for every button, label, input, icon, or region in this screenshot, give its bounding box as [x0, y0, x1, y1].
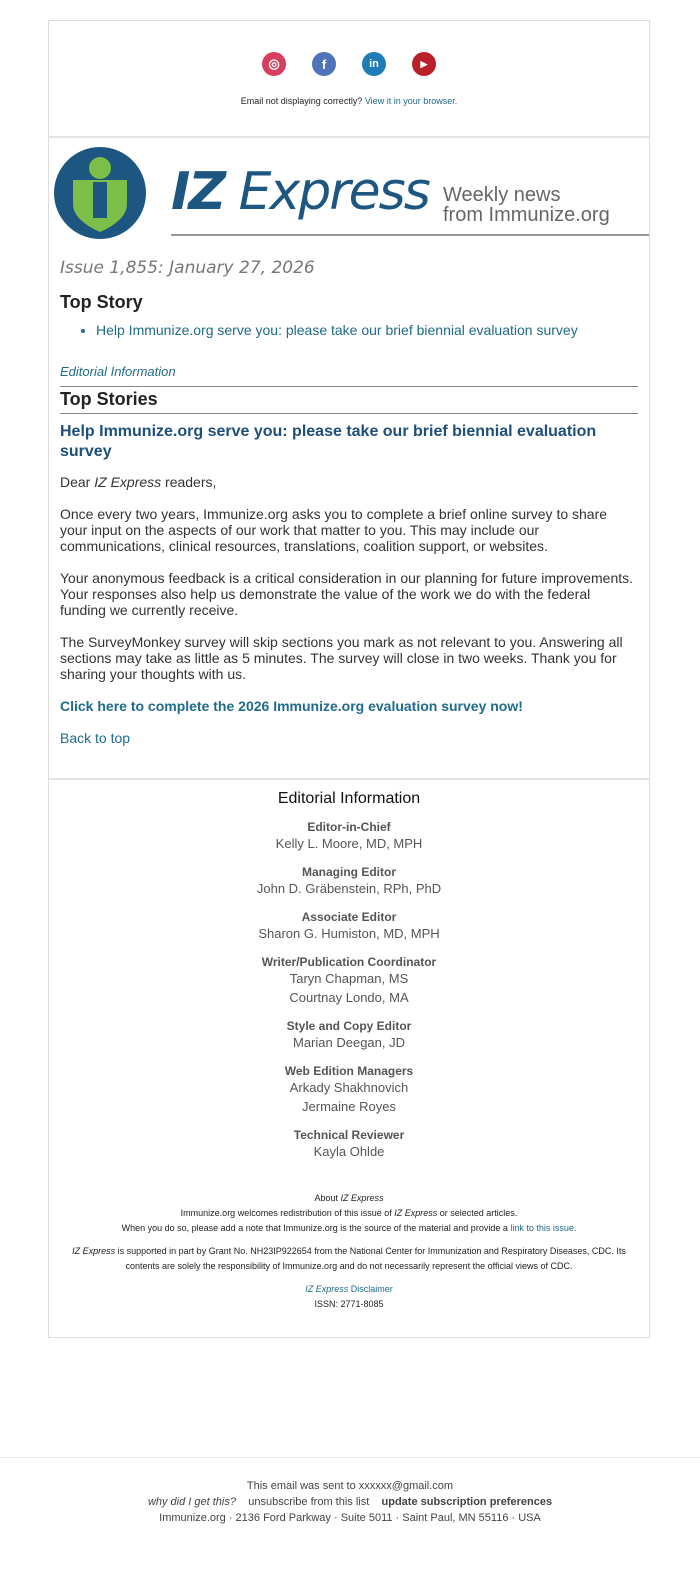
email-footer — [0, 1457, 700, 1526]
email-container — [48, 20, 650, 1338]
survey-cta-link[interactable]: Click here to complete the 2026 Immunize.org evaluation survey now! — [60, 698, 523, 714]
editorial-name: John D. Gräbenstein, RPh, PhD — [256, 881, 442, 896]
tagline — [443, 185, 610, 225]
editorial-role: Web Edition Managers — [284, 1064, 414, 1078]
editorial-name: Courtnay Londo, MA — [289, 990, 409, 1005]
editorial-role: Technical Reviewer — [293, 1128, 405, 1142]
iz-logo-icon — [53, 146, 147, 240]
disclaimer-link[interactable]: IZ Express Disclaimer — [305, 1284, 393, 1294]
brand-name — [171, 162, 429, 222]
support-statement: IZ Express is supported in part by Grant No. NH23IP922654 from the National Center for Immunization and Respiratory Diseases, CDC. Its contents are solely the responsibility of Immunize.org and do not necessarily represent the official views of CDC. — [72, 1246, 626, 1271]
article-paragraph: Your anonymous feedback is a critical consideration in our planning for future improvements. Your responses also help us demonstrate the value of the work we do with the federal funding we currently receive. — [60, 570, 634, 618]
editorial-role: Managing Editor — [302, 865, 396, 879]
update-preferences-link[interactable]: update subscription preferences — [381, 1496, 553, 1508]
issue-date: Issue 1,855: January 27, 2026 — [60, 258, 315, 278]
article-paragraph: The SurveyMonkey survey will skip sections you mark as not relevant to you. Answering all sections may take as little as 5 minutes. The survey will close in two weeks. Thank you for sharing your thoughts with us. — [60, 634, 623, 682]
editorial-name: Arkady Shakhnovich — [289, 1080, 409, 1095]
editorial-name: Taryn Chapman, MS — [289, 971, 409, 986]
facebook-icon[interactable]: f — [312, 52, 336, 76]
about-line1: Immunize.org welcomes redistribution of this issue of IZ Express or selected articles. — [180, 1208, 518, 1218]
linkedin-icon[interactable]: in — [362, 52, 386, 76]
top-stories-heading: Top Stories — [60, 389, 158, 409]
article-area — [60, 294, 638, 762]
greeting: Dear IZ Express readers, — [60, 474, 217, 490]
editorial-role: Writer/Publication Coordinator — [261, 955, 437, 969]
issn: ISSN: 2771-8085 — [314, 1299, 384, 1309]
top-story-heading: Top Story — [60, 292, 143, 312]
about-line2: When you do so, please add a note that Immunize.org is the source of the material and provide a link to this issue. — [121, 1223, 577, 1233]
postal-address: Immunize.org · 2136 Ford Parkway · Suite 5011 · Saint Paul, MN 55116 · USA — [159, 1512, 541, 1524]
why-link[interactable]: why did I get this? — [147, 1496, 236, 1508]
social-links — [49, 52, 649, 76]
main-content — [49, 138, 649, 780]
tagline-line2: from Immunize.org — [443, 204, 610, 226]
top-stories-bar — [60, 386, 638, 414]
view-in-browser-line — [49, 96, 649, 106]
toc-link[interactable]: Help Immunize.org serve you: please take our brief biennial evaluation survey — [96, 322, 578, 338]
editorial-role: Style and Copy Editor — [286, 1019, 412, 1033]
editorial-name: Marian Deegan, JD — [293, 1035, 405, 1050]
editorial-name: Jermaine Royes — [302, 1099, 396, 1114]
view-text: Email not displaying correctly? — [240, 96, 363, 106]
editorial-section — [49, 790, 649, 1312]
youtube-icon[interactable]: ▶ — [412, 52, 436, 76]
editorial-name: Kelly L. Moore, MD, MPH — [275, 836, 423, 851]
editorial-name: Sharon G. Humiston, MD, MPH — [258, 926, 440, 941]
unsubscribe-link[interactable]: unsubscribe from this list — [248, 1496, 370, 1508]
article-title: Help Immunize.org serve you: please take our brief biennial evaluation survey — [60, 423, 597, 460]
toc-item[interactable] — [96, 322, 638, 338]
editorial-name: Kayla Ohlde — [313, 1144, 385, 1159]
editorial-role: Editor-in-Chief — [307, 820, 391, 834]
sent-to: This email was sent to xxxxxx@gmail.com — [246, 1480, 454, 1492]
view-in-browser-link[interactable]: View it in your browser. — [364, 96, 458, 106]
about-title: About IZ Express — [314, 1193, 384, 1203]
brand-iz: IZ — [171, 162, 225, 222]
instagram-icon[interactable]: ◎ — [262, 52, 286, 76]
tagline-line1: Weekly news — [443, 184, 561, 206]
header-divider — [171, 234, 649, 236]
editorial-info-link[interactable]: Editorial Information — [60, 364, 176, 379]
preheader — [49, 21, 649, 138]
editorial-role: Associate Editor — [301, 910, 397, 924]
back-to-top-link[interactable]: Back to top — [60, 730, 131, 746]
brand-express: Express — [224, 162, 429, 222]
article-paragraph: Once every two years, Immunize.org asks you to complete a brief online survey to share your input on the aspects of our work that matter to you. This may include our communications, clinical resources, translations, coalition support, or websites. — [60, 506, 608, 554]
editorial-heading: Editorial Information — [277, 790, 421, 807]
link-to-issue[interactable]: link to this issue. — [510, 1223, 577, 1233]
about-block — [49, 1191, 649, 1312]
